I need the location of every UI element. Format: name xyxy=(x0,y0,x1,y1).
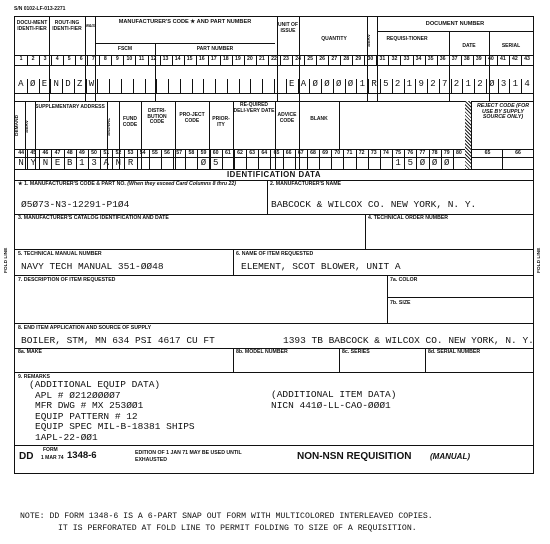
card-column-value xyxy=(234,158,246,169)
signal-header: SIGNAL xyxy=(107,117,112,137)
note-line-1: NOTE: DD FORM 1348-6 IS A 6-PART SNAP OUT FORM WITH MULTICOLORED INTERLEAVED COPIES. xyxy=(20,512,433,521)
card-column-number: 68 xyxy=(310,150,316,156)
project-code-header: PRO-JECT CODE xyxy=(179,112,205,124)
card-column-value xyxy=(258,158,270,169)
star-icon: ★ xyxy=(18,181,23,187)
card-column-value xyxy=(331,158,343,169)
card-column-number: 39 xyxy=(475,56,482,62)
card-column-number: 22 xyxy=(271,56,277,62)
card-column-value xyxy=(250,79,262,93)
blank-header: BLANK xyxy=(310,116,328,122)
card-column-number: 50 xyxy=(91,150,97,156)
field-8-value-2: 1393 TB BABCOCK & WILCOX CO. NEW YORK, N. Y. xyxy=(283,335,534,346)
field-7b-label: 7b. SIZE xyxy=(390,300,411,306)
card-column-number: 24 xyxy=(295,56,301,62)
field-6-value: ELEMENT, SCOT BLOWER, UNIT A xyxy=(241,261,401,272)
field-7-label: 7. DESCRIPTION OF ITEM REQUESTED xyxy=(18,277,116,283)
distribution-code-header: DISTRI-BUTION CODE xyxy=(147,108,167,125)
reject-col-65: 65 xyxy=(484,150,491,156)
card-column-number: 20 xyxy=(247,56,253,62)
card-column-value: 5 xyxy=(407,158,413,168)
card-column-value: 1 xyxy=(79,158,85,168)
card-column-number: 65 xyxy=(273,150,280,156)
card-column-value xyxy=(192,79,204,93)
card-column-value: Ø xyxy=(489,79,495,89)
card-column-value xyxy=(180,79,192,93)
card-column-value: 4 xyxy=(524,79,530,89)
card-column-number: 43 xyxy=(524,56,530,62)
card-column-number: 33 xyxy=(403,56,410,62)
card-column-number: 78 xyxy=(431,150,438,156)
field-6-label: 6. NAME OF ITEM REQUESTED xyxy=(236,251,314,257)
card-column-value xyxy=(222,158,234,169)
card-column-value xyxy=(97,79,109,93)
card-column-value xyxy=(239,79,251,93)
stock-code: S/N 0102-LF-013-2271 xyxy=(14,6,66,12)
card-column-number: 44 xyxy=(18,150,24,156)
card-column-number: 72 xyxy=(358,150,365,156)
card-column-value xyxy=(185,158,197,169)
card-column-value xyxy=(137,158,149,169)
card-column-value: Ø xyxy=(312,79,318,89)
card-column-number: 29 xyxy=(355,56,362,62)
card-column-number: 8 xyxy=(103,56,107,62)
card-column-number: 1 xyxy=(19,56,23,62)
card-column-number: 49 xyxy=(78,150,85,156)
card-column-value xyxy=(262,79,274,93)
identification-data-title: IDENTIFICATION DATA xyxy=(227,170,321,179)
card-column-number: 9 xyxy=(115,56,119,62)
card-column-number: 62 xyxy=(237,150,243,156)
field-8d-label: 8d. SERIAL NUMBER xyxy=(428,349,481,355)
card-column-value: Ø xyxy=(347,79,354,89)
card-column-number: 75 xyxy=(395,150,401,156)
card-column-value: Z xyxy=(77,79,83,89)
field-5-label: 5. TECHNICAL MANUAL NUMBER xyxy=(18,251,102,257)
card-column-number: 67 xyxy=(297,150,304,156)
fscm-header: FSCM xyxy=(117,46,133,52)
card-column-value: E xyxy=(54,158,61,168)
card-column-value xyxy=(295,158,307,169)
card-column-number: 34 xyxy=(415,56,422,62)
card-column-number: 46 xyxy=(42,150,49,156)
card-column-number: 40 xyxy=(487,56,494,62)
card-column-value xyxy=(453,158,465,169)
card-column-value: 3 xyxy=(91,158,97,168)
card-column-value: 2 xyxy=(394,79,401,89)
m-and-s-header: M&S xyxy=(85,23,95,28)
remarks-left-line: EQUIP SPEC MIL-B-18381 SHIPS xyxy=(35,421,195,433)
card-column-value: N xyxy=(18,158,24,168)
card-column-value: 2 xyxy=(453,79,460,89)
card-column-value: 1 xyxy=(395,158,401,168)
card-column-number: 5 xyxy=(67,56,71,62)
card-column-value: Ø xyxy=(324,79,330,89)
non-nsn-requisition-form xyxy=(14,16,534,474)
reject-col-66: 66 xyxy=(515,150,521,156)
field-8a-label: 8a. MAKE xyxy=(18,349,42,355)
card-column-number: 79 xyxy=(443,150,450,156)
card-column-number: 51 xyxy=(103,150,110,156)
advice-code-header: ADVICE CODE xyxy=(277,112,297,124)
card-column-value: Ø xyxy=(419,158,426,168)
card-column-number: 28 xyxy=(343,56,350,62)
card-column-value xyxy=(161,158,173,169)
card-column-number: 66 xyxy=(285,150,292,156)
card-column-number: 71 xyxy=(346,150,353,156)
card-column-value: 5 xyxy=(383,79,389,89)
card-column-number: 41 xyxy=(499,56,506,62)
card-column-value: 7 xyxy=(441,79,448,89)
field-7a-label: 7a. COLOR xyxy=(390,277,418,283)
fold-line-right: FOLD LINE xyxy=(537,247,542,273)
document-number-header: DOCUMENT NUMBER xyxy=(425,21,485,27)
card-column-value xyxy=(368,158,380,169)
document-identifier-header: DOCU-MENT IDENTI-FIER xyxy=(16,20,48,32)
card-column-value: 1 xyxy=(465,79,471,89)
note-line-2: IT IS PERFORATED AT FOLD LINE TO PERMIT FOLDING TO SIZE OF A REQUISITION. xyxy=(58,524,417,533)
card-column-value: A xyxy=(18,79,24,89)
remarks-left-line: 1APL-22-ØØ1 xyxy=(35,431,98,443)
card-column-number: 21 xyxy=(259,56,265,62)
field-8c-label: 8c. SERIES xyxy=(342,349,370,355)
form-word: FORM xyxy=(43,447,58,453)
card-column-value: 1 xyxy=(359,79,365,89)
field-5-value: NAVY TECH MANUAL 351-ØØ48 xyxy=(21,261,164,272)
card-column-value xyxy=(356,158,368,169)
card-column-value: 3 xyxy=(500,79,507,89)
field-9-label: 9. REMARKS xyxy=(18,374,50,380)
card-column-value: Ø xyxy=(200,158,207,168)
remarks-left-line: EQUIP PATTERN # 12 xyxy=(35,410,138,422)
card-column-value xyxy=(270,158,282,169)
card-column-value: 9 xyxy=(418,79,424,89)
card-column-number: 77 xyxy=(419,150,426,156)
card-column-value: R xyxy=(127,158,134,168)
remarks-left-line: (ADDITIONAL EQUIP DATA) xyxy=(29,379,161,390)
supplementary-address-header: SUPPLEMENTARY ADDRESS xyxy=(35,104,105,110)
card-column-number: 36 xyxy=(439,56,446,62)
card-column-number: 25 xyxy=(307,56,314,62)
field-2-value: BABCOCK & WILCOX CO. NEW YORK, N. Y. xyxy=(271,199,477,210)
card-column-value xyxy=(133,79,145,93)
card-column-value: A xyxy=(300,79,307,89)
card-column-value: R xyxy=(371,79,377,89)
card-column-number: 76 xyxy=(407,150,414,156)
card-column-value: N xyxy=(115,158,122,168)
card-column-value: E xyxy=(41,79,48,89)
card-column-value xyxy=(307,158,319,169)
card-column-number: 19 xyxy=(234,56,241,62)
serv-header-row2: SERV xyxy=(25,120,30,134)
remarks-right-line: NICN 441Ø-LL-CAO-ØØØ1 xyxy=(271,400,391,411)
card-column-number: 47 xyxy=(54,150,61,156)
card-column-value xyxy=(380,158,392,169)
card-column-value: 2 xyxy=(477,79,483,89)
card-column-value: D xyxy=(65,79,71,89)
part-number-header: PART NUMBER xyxy=(196,46,234,52)
card-column-number: 38 xyxy=(463,56,470,62)
unit-of-issue-header: UNIT OF ISSUE xyxy=(278,22,298,34)
card-column-value: Ø xyxy=(29,79,36,89)
card-column-value xyxy=(109,79,121,93)
card-column-number: 4 xyxy=(55,56,59,62)
card-column-number: 59 xyxy=(200,150,207,156)
card-column-value: Ø xyxy=(431,158,438,168)
card-column-number: 3 xyxy=(43,56,47,62)
requisitioner-header: REQUISI-TIONER xyxy=(386,36,428,42)
card-column-value xyxy=(246,158,258,169)
card-column-number: 64 xyxy=(261,150,268,156)
card-column-value xyxy=(343,158,355,169)
card-column-value: 1 xyxy=(406,79,413,89)
card-column-number: 52 xyxy=(115,150,122,156)
card-column-number: 56 xyxy=(164,150,170,156)
card-column-number: 74 xyxy=(383,150,389,156)
card-column-number: 16 xyxy=(198,56,205,62)
card-column-number: 42 xyxy=(512,56,518,62)
card-column-number: 2 xyxy=(31,56,35,62)
card-column-value xyxy=(173,158,185,169)
card-column-value: N xyxy=(53,79,59,89)
fold-line-left: FOLD LINE xyxy=(4,247,9,273)
card-column-number: 61 xyxy=(224,150,231,156)
demand-header: DEMAND xyxy=(15,114,20,136)
edition-note: EDITION OF 1 JAN 71 MAY BE USED UNTIL EXHAUSTED xyxy=(135,450,242,463)
card-column-number: 45 xyxy=(30,150,37,156)
field-1-label: ★ 1. MANUFACTURER'S CODE & PART NO. (When they exceed Card Columns 8 thru 22) xyxy=(18,181,236,187)
card-column-value: 5 xyxy=(212,158,219,168)
card-column-number: 30 xyxy=(367,56,374,62)
card-column-number: 54 xyxy=(139,150,146,156)
field-1-value: Ø5Ø73-N3-12291-P1Ø4 xyxy=(21,199,130,210)
field-8-label: 8. END ITEM APPLICATION AND SOURCE OF SUPPLY xyxy=(18,325,152,331)
field-3-label: 3. MANUFACTURER'S CATALOG IDENTIFICATION AND DATE xyxy=(18,215,169,221)
card-column-value: 1 xyxy=(512,79,519,89)
card-column-number: 7 xyxy=(91,56,95,62)
card-column-value xyxy=(145,79,157,93)
card-column-value xyxy=(156,79,168,93)
routing-identifier-header: ROUT-ING IDENTI-FIER xyxy=(52,20,82,32)
card-column-value: A xyxy=(103,158,109,168)
card-column-value xyxy=(274,79,286,93)
serial-header: SERIAL xyxy=(501,43,521,49)
card-column-number: 6 xyxy=(79,56,83,62)
card-column-number: 11 xyxy=(138,56,145,62)
date-header: DATE xyxy=(462,43,476,49)
quantity-header: QUANTITY xyxy=(321,36,347,42)
form-subtitle: (MANUAL) xyxy=(430,452,470,461)
remarks-left-line: APL # Ø212ØØØØ7 xyxy=(35,389,121,401)
card-column-value: B xyxy=(67,158,73,168)
card-column-number: 58 xyxy=(188,150,195,156)
field-8b-label: 8b. MODEL NUMBER xyxy=(236,349,288,355)
card-column-number: 37 xyxy=(451,56,458,62)
card-column-number: 55 xyxy=(151,150,158,156)
card-column-number: 57 xyxy=(176,150,183,156)
card-column-value xyxy=(149,158,161,169)
mfr-code-header: MANUFACTURER'S CODE ★ AND PART NUMBER xyxy=(118,19,252,25)
card-column-number: 18 xyxy=(222,56,229,62)
card-column-number: 63 xyxy=(249,150,256,156)
card-column-number: 69 xyxy=(322,150,329,156)
field-8-value-1: BOILER, STM, MN 634 PSI 4617 CU FT xyxy=(21,335,215,346)
field-4-label: 4. TECHNICAL ORDER NUMBER xyxy=(368,215,449,221)
card-column-value xyxy=(319,158,331,169)
card-column-value: W xyxy=(88,79,95,89)
card-column-number: 80 xyxy=(456,150,462,156)
card-column-number: 15 xyxy=(186,56,193,62)
card-column-number: 60 xyxy=(212,150,219,156)
priority-header: PRIOR-ITY xyxy=(212,116,230,128)
form-date: 1 MAR 74 xyxy=(41,455,64,461)
card-column-number: 32 xyxy=(391,56,398,62)
card-column-value: Ø xyxy=(444,158,450,168)
remarks-right xyxy=(271,389,396,411)
card-column-number: 53 xyxy=(127,150,134,156)
card-column-number: 27 xyxy=(331,56,338,62)
form-title: NON-NSN REQUISITION xyxy=(297,451,412,462)
card-column-value: Ø xyxy=(336,79,342,89)
card-column-number: 31 xyxy=(379,56,386,62)
card-column-value: N xyxy=(42,158,49,168)
card-column-number: 14 xyxy=(174,56,181,62)
remarks-left-line: MFR DWG # MX 253ØØ1 xyxy=(35,400,144,412)
card-column-number: 17 xyxy=(210,56,217,62)
remarks-right-line: (ADDITIONAL ITEM DATA) xyxy=(271,389,397,400)
card-column-number: 48 xyxy=(66,150,73,156)
card-column-value xyxy=(168,79,180,93)
form-number: 1348-6 xyxy=(67,450,97,461)
card-column-number: 12 xyxy=(150,56,157,62)
card-column-value xyxy=(215,79,227,93)
card-column-value xyxy=(283,158,295,169)
card-column-number: 26 xyxy=(319,56,326,62)
required-delivery-date-header: RE-QUIRED DELI-VERY DATE xyxy=(233,102,275,114)
card-column-value: Y xyxy=(30,158,36,168)
card-column-number: 23 xyxy=(283,56,289,62)
reject-code-header: REJECT CODE (FOR USE BY SUPPLY SOURCE ONLY) xyxy=(476,103,530,120)
remarks-left xyxy=(29,380,195,444)
card-column-number: 35 xyxy=(427,56,434,62)
card-column-number: 13 xyxy=(162,56,169,62)
field-2-label: 2. MANUFACTURER'S NAME xyxy=(270,181,341,187)
card-column-number: 70 xyxy=(334,150,341,156)
card-column-value xyxy=(121,79,133,93)
card-column-value: 2 xyxy=(430,79,436,89)
card-column-value xyxy=(203,79,215,93)
form-dd-label: DD xyxy=(19,451,34,462)
card-column-number: 10 xyxy=(126,56,133,62)
card-column-value: E xyxy=(288,79,295,89)
fund-code-header: FUND CODE xyxy=(122,116,138,128)
serv-header: SERV xyxy=(367,34,372,48)
card-column-value xyxy=(227,79,239,93)
card-column-number: 73 xyxy=(370,150,377,156)
